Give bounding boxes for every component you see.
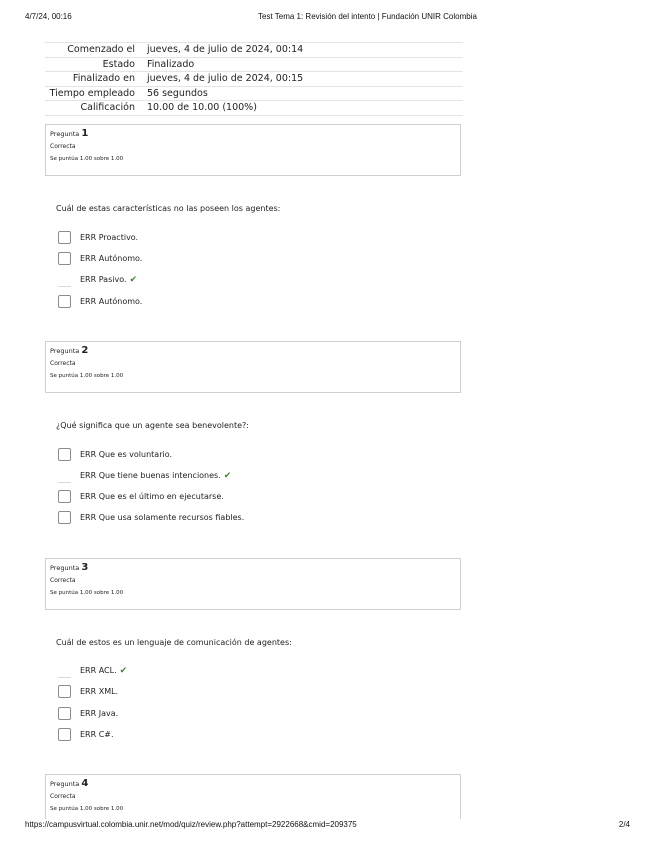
- question-prefix: Pregunta: [50, 780, 80, 788]
- page-number: 2/4: [618, 820, 630, 829]
- answer-label: ERR C#.: [80, 730, 114, 739]
- answer-checkbox[interactable]: [58, 728, 71, 741]
- check-icon: ✔: [223, 471, 232, 481]
- question-number-value: 4: [81, 778, 89, 789]
- answer-label-correct: [80, 275, 137, 285]
- question-text: ¿Qué significa que un agente sea benevolente?:: [56, 421, 249, 430]
- answer-checkbox[interactable]: [58, 685, 71, 698]
- question-grade: Se puntúa 1.00 sobre 1.00: [50, 806, 124, 812]
- answer-option[interactable]: [58, 663, 358, 678]
- question-number: [50, 562, 456, 574]
- summary-value: Finalizado: [143, 57, 463, 72]
- print-title: Test Tema 1: Revisión del intento | Fundación UNIR Colombia: [258, 12, 477, 21]
- answer-label: ERR Que es voluntario.: [80, 450, 173, 459]
- question-number-value: 3: [81, 562, 89, 573]
- answer-label-text: ERR Pasivo.: [80, 275, 127, 284]
- answer-option[interactable]: [58, 510, 358, 525]
- answer-label-correct: [80, 666, 127, 676]
- answer-checkbox[interactable]: [58, 273, 71, 287]
- answer-option[interactable]: [58, 489, 358, 504]
- question-info-box: [45, 341, 461, 393]
- print-footer: [25, 820, 630, 834]
- answer-option[interactable]: [58, 447, 358, 462]
- answer-checkbox[interactable]: [58, 295, 71, 308]
- answer-option[interactable]: [58, 294, 358, 309]
- question-text: Cuál de estos es un lenguaje de comunicación de agentes:: [56, 638, 292, 647]
- answer-checkbox[interactable]: [58, 231, 71, 244]
- answer-checkbox[interactable]: [58, 448, 71, 461]
- summary-value: 56 segundos: [143, 86, 463, 101]
- summary-row: [45, 72, 463, 87]
- question-grade: Se puntúa 1.00 sobre 1.00: [50, 373, 124, 379]
- question-state: Correcta: [50, 577, 76, 584]
- summary-label: Calificación: [45, 101, 143, 116]
- question-grade: Se puntúa 1.00 sobre 1.00: [50, 590, 124, 596]
- summary-row: [45, 43, 463, 58]
- answer-checkbox[interactable]: [58, 511, 71, 524]
- question-prefix: Pregunta: [50, 130, 80, 138]
- summary-row: [45, 101, 463, 116]
- answer-checkbox[interactable]: [58, 707, 71, 720]
- answer-label: ERR Proactivo.: [80, 233, 139, 242]
- answer-label-text: ERR Que tiene buenas intenciones.: [80, 471, 221, 480]
- answer-label: ERR Que es el último en ejecutarse.: [80, 492, 224, 501]
- answer-option[interactable]: [58, 684, 358, 699]
- answer-checkbox[interactable]: [58, 490, 71, 503]
- question-info-box: [45, 124, 461, 176]
- answer-label-correct: [80, 471, 231, 481]
- attempt-summary-table: [45, 42, 463, 116]
- question-prefix: Pregunta: [50, 347, 80, 355]
- question-number: [50, 778, 456, 790]
- check-icon: ✔: [119, 666, 128, 676]
- answer-option[interactable]: [58, 468, 358, 483]
- check-icon: ✔: [129, 275, 138, 285]
- question-state: Correcta: [50, 793, 76, 800]
- answer-option[interactable]: [58, 230, 358, 245]
- summary-value: 10.00 de 10.00 (100%): [143, 101, 463, 116]
- question-number: [50, 345, 456, 357]
- page-url: https://campusvirtual.colombia.unir.net/mod/quiz/review.php?attempt=2922668&cmid=209375: [25, 820, 357, 829]
- question-number-value: 1: [81, 128, 89, 139]
- summary-label: Comenzado el: [45, 43, 143, 58]
- summary-value: jueves, 4 de julio de 2024, 00:14: [143, 43, 463, 58]
- question-info-box: [45, 774, 461, 819]
- question-prefix: Pregunta: [50, 564, 80, 572]
- summary-label: Finalizado en: [45, 72, 143, 87]
- answer-label: ERR Autónomo.: [80, 297, 143, 306]
- print-date: 4/7/24, 00:16: [25, 12, 72, 21]
- answer-label: ERR Java.: [80, 709, 119, 718]
- summary-label: Tiempo empleado: [45, 86, 143, 101]
- answer-label-text: ERR ACL.: [80, 666, 117, 675]
- question-state: Correcta: [50, 360, 76, 367]
- answer-option[interactable]: [58, 251, 358, 266]
- answer-option[interactable]: [58, 706, 358, 721]
- answer-checkbox[interactable]: [58, 252, 71, 265]
- answer-label: ERR XML.: [80, 687, 119, 696]
- answer-option[interactable]: [58, 727, 358, 742]
- answer-checkbox[interactable]: [58, 469, 71, 483]
- question-info-box: [45, 558, 461, 610]
- answer-option[interactable]: [58, 272, 358, 287]
- summary-label: Estado: [45, 57, 143, 72]
- answer-checkbox[interactable]: [58, 664, 71, 678]
- print-header: [25, 12, 630, 26]
- summary-row: [45, 57, 463, 72]
- answer-label: ERR Autónomo.: [80, 254, 143, 263]
- summary-row: [45, 86, 463, 101]
- question-state: Correcta: [50, 143, 76, 150]
- question-grade: Se puntúa 1.00 sobre 1.00: [50, 156, 124, 162]
- question-text: Cuál de estas características no las poseen los agentes:: [56, 204, 281, 213]
- question-number-value: 2: [81, 345, 89, 356]
- question-number: [50, 128, 456, 140]
- summary-value: jueves, 4 de julio de 2024, 00:15: [143, 72, 463, 87]
- answer-label: ERR Que usa solamente recursos fiables.: [80, 513, 245, 522]
